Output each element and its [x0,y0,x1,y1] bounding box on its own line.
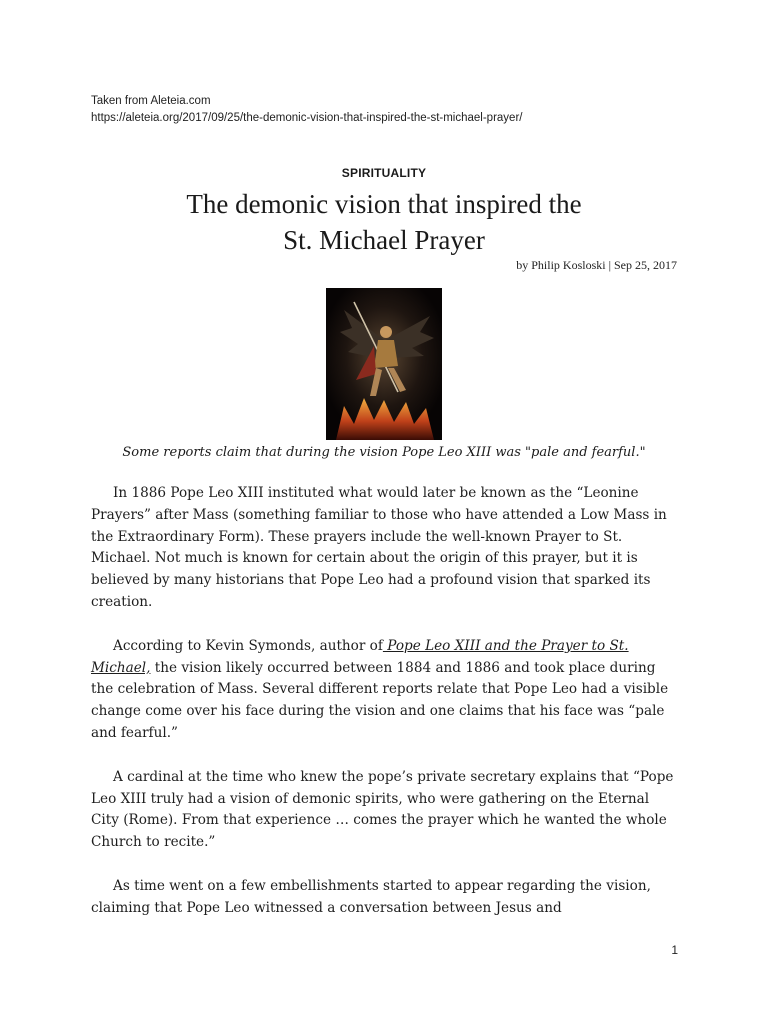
source-label: Taken from Aleteia.com [91,95,211,107]
st-michael-illustration [326,288,442,440]
byline: by Philip Kosloski | Sep 25, 2017 [516,258,677,272]
article-body [91,483,681,942]
category-label: SPIRITUALITY [341,166,427,180]
paragraph-2-rest: the vision likely occurred between 1884 and 1886 and took place during the celebration of Mass. Several different reports relate that Pope Leo had a visible change come over his face during the vision and one claims that his face was “pale and fearful.” [91,659,669,741]
page-number: 1 [671,943,678,957]
source-url[interactable]: https://aleteia.org/2017/09/25/the-demonic-vision-that-inspired-the-st-michael-prayer/ [91,112,523,124]
image-caption: Some reports claim that during the vision Pope Leo XIII was "pale and fearful." [122,445,646,460]
article-title [0,186,768,258]
book-title-link[interactable]: Pope Leo XIII and the Prayer to St. Michael, [91,637,629,676]
paragraph-4: As time went on a few embellishments started to appear regarding the vision, claiming that Pope Leo witnessed a conversation between Jesus and [91,877,651,916]
paragraph-2 [91,636,681,745]
paragraph-1: In 1886 Pope Leo XIII instituted what would later be known as the “Leonine Prayers” after Mass (something familiar to those who have attended a Low Mass in the Extraordinary Form). These prayers include the well-known Prayer to St. Michael. Not much is known for certain about the origin of this prayer, but it is believed by many historians that Pope Leo had a profound vision that sparked its creation. [91,485,667,610]
title-line-2: St. Michael Prayer [283,225,485,255]
paragraph-2-intro: According to Kevin Symonds, author of [113,637,383,654]
st-michael-image [326,288,442,440]
title-line-1: The demonic vision that inspired the [186,189,582,219]
source-note [91,93,522,127]
paragraph-3: A cardinal at the time who knew the pope’s private secretary explains that “Pope Leo XIII truly had a vision of demonic spirits, who were gathering on the Eternal City (Rome). From that experience … comes the prayer which he wanted the whole Church to recite.” [91,768,674,851]
